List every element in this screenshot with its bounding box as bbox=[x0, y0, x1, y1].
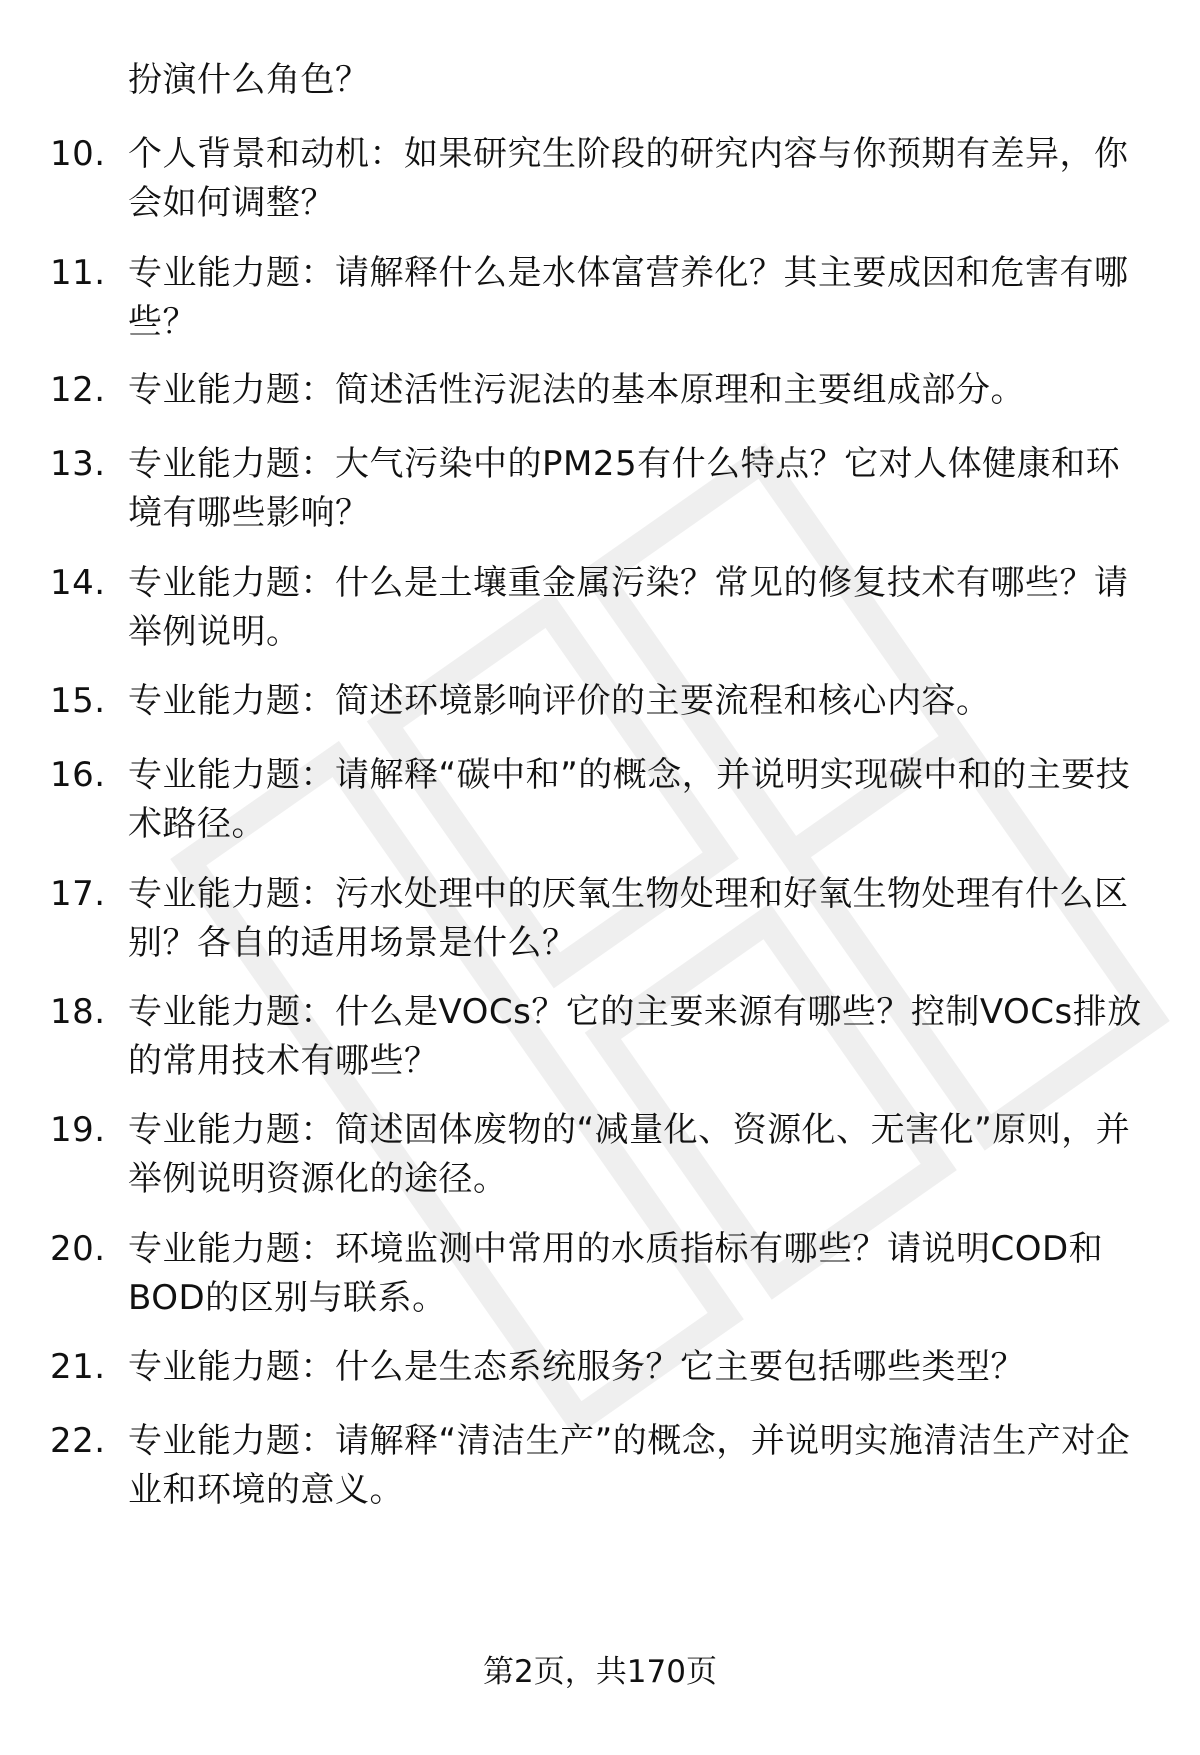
question-text: 专业能力题：简述活性污泥法的基本原理和主要组成部分。 bbox=[128, 370, 1025, 410]
question-text: 个人背景和动机：如果研究生阶段的研究内容与你预期有差异，你会如何调整？ bbox=[128, 134, 1129, 223]
question-text: 专业能力题：什么是VOCs？它的主要来源有哪些？控制VOCs排放的常用技术有哪些？ bbox=[128, 992, 1142, 1081]
question-text: 专业能力题：简述环境影响评价的主要流程和核心内容。 bbox=[128, 681, 991, 721]
question-number: 12. bbox=[50, 370, 106, 410]
page-footer: 第2页，共170页 bbox=[483, 1654, 717, 1690]
question-number: 11. bbox=[50, 253, 106, 293]
question-text: 专业能力题：什么是土壤重金属污染？常见的修复技术有哪些？请举例说明。 bbox=[128, 563, 1129, 652]
question-text: 专业能力题：简述固体废物的“减量化、资源化、无害化”原则，并举例说明资源化的途径。 bbox=[128, 1110, 1131, 1199]
question-number: 22. bbox=[50, 1421, 106, 1461]
question-number: 21. bbox=[50, 1347, 106, 1387]
question-text: 专业能力题：污水处理中的厌氧生物处理和好氧生物处理有什么区别？各自的适用场景是什么？ bbox=[128, 874, 1129, 963]
question-number: 16. bbox=[50, 755, 106, 795]
question-text: 专业能力题：环境监测中常用的水质指标有哪些？请说明COD和BOD的区别与联系。 bbox=[128, 1229, 1104, 1318]
question-text: 专业能力题：大气污染中的PM25有什么特点？它对人体健康和环境有哪些影响？ bbox=[128, 444, 1121, 533]
question-number: 18. bbox=[50, 992, 106, 1032]
question-text: 专业能力题：请解释“清洁生产”的概念，并说明实施清洁生产对企业和环境的意义。 bbox=[128, 1421, 1131, 1510]
question-text: 专业能力题：请解释“碳中和”的概念，并说明实现碳中和的主要技术路径。 bbox=[128, 755, 1131, 844]
question-text: 专业能力题：请解释什么是水体富营养化？其主要成因和危害有哪些？ bbox=[128, 253, 1129, 342]
question-number: 14. bbox=[50, 563, 106, 603]
question-number: 20. bbox=[50, 1229, 106, 1269]
question-number: 13. bbox=[50, 444, 106, 484]
question-number: 15. bbox=[50, 681, 106, 721]
question-number: 10. bbox=[50, 134, 106, 174]
question-number: 17. bbox=[50, 874, 106, 914]
continued-question-text: 扮演什么角色？ bbox=[128, 60, 370, 100]
question-text: 专业能力题：什么是生态系统服务？它主要包括哪些类型？ bbox=[128, 1347, 1025, 1387]
question-number: 19. bbox=[50, 1110, 106, 1150]
